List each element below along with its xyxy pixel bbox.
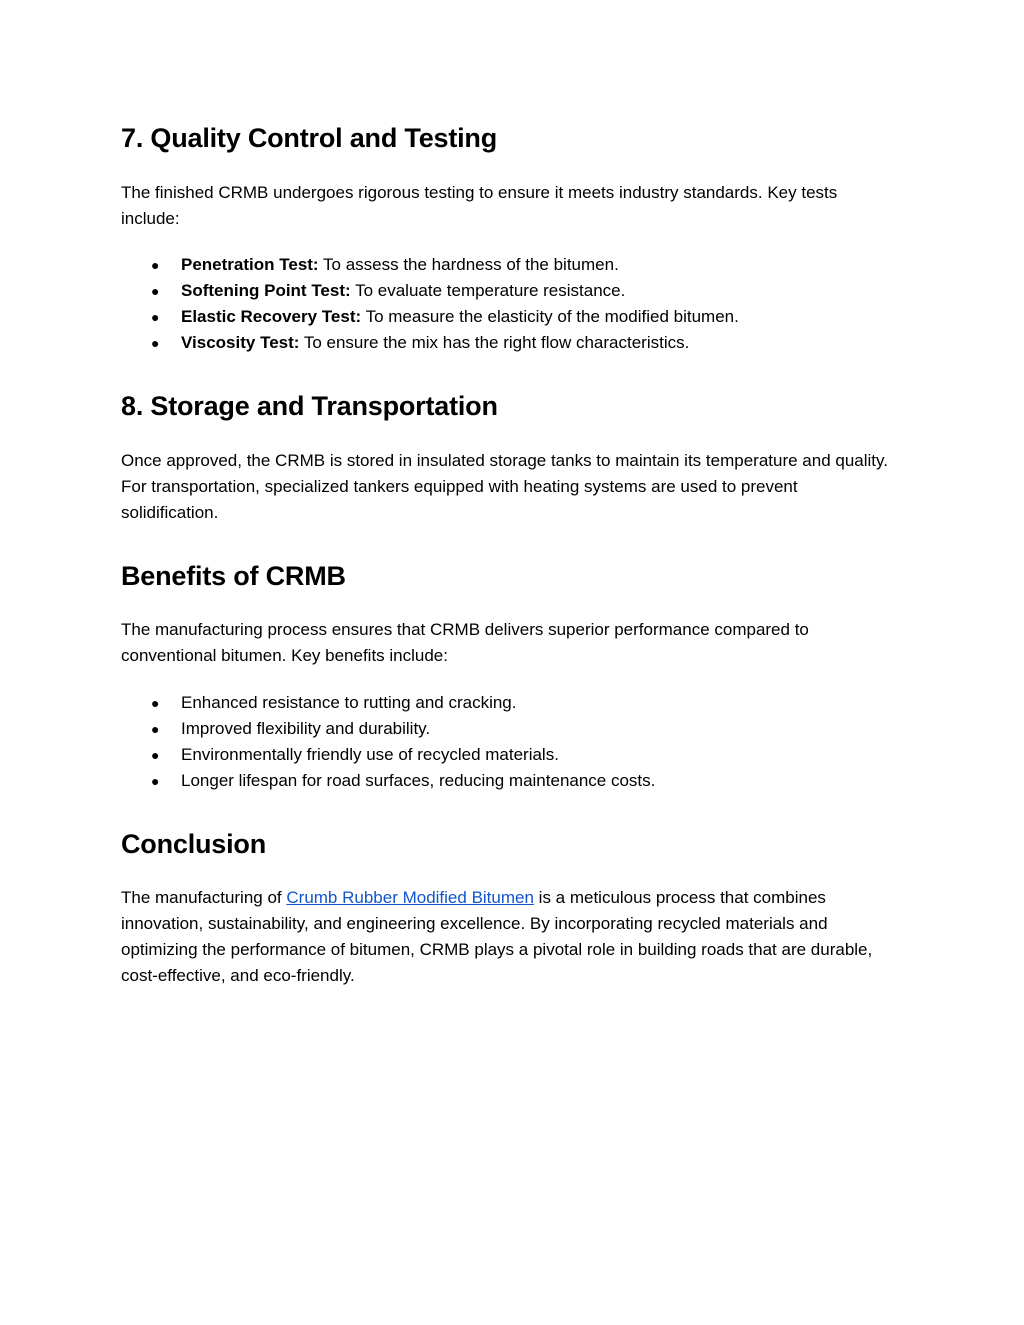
crmb-link[interactable]: Crumb Rubber Modified Bitumen [286, 888, 534, 907]
paragraph-storage-transportation: Once approved, the CRMB is stored in insulated storage tanks to maintain its temperature and quality. For transportation, specialized tankers equipped with heating systems are used to prevent solidification. [121, 451, 888, 522]
list-item-text: Improved flexibility and durability. [181, 719, 431, 738]
list-item-text: To ensure the mix has the right flow characteristics. [299, 333, 690, 352]
paragraph-benefits: The manufacturing process ensures that CRMB delivers superior performance compared to conventional bitumen. Key benefits include: [121, 620, 809, 665]
list-item-term: Softening Point Test: [181, 281, 351, 300]
bullet-icon: ● [151, 335, 160, 351]
list-item [121, 252, 901, 278]
paragraph-conclusion [121, 885, 896, 989]
list-item-text: Environmentally friendly use of recycled materials. [181, 745, 559, 764]
paragraph-quality-control: The finished CRMB undergoes rigorous testing to ensure it meets industry standards. Key tests include: [121, 183, 838, 228]
list-item [121, 278, 901, 304]
heading-benefits: Benefits of CRMB [121, 561, 346, 591]
bullet-icon: ● [151, 309, 160, 325]
bullet-icon: ● [151, 747, 160, 763]
list-item-text: Longer lifespan for road surfaces, reducing maintenance costs. [181, 771, 656, 790]
list-item [121, 716, 901, 742]
bullet-icon: ● [151, 721, 160, 737]
list-item [121, 742, 901, 768]
bullet-icon: ● [151, 257, 160, 273]
heading-quality-control: 7. Quality Control and Testing [121, 123, 498, 153]
list-item-term: Viscosity Test: [181, 333, 300, 352]
list-item-text: To measure the elasticity of the modified bitumen. [361, 307, 739, 326]
heading-conclusion: Conclusion [121, 829, 266, 859]
paragraph-text: The manufacturing of [121, 888, 287, 907]
heading-storage-transportation: 8. Storage and Transportation [121, 391, 498, 421]
list-item-term: Elastic Recovery Test: [181, 307, 362, 326]
list-item [121, 304, 901, 330]
list-item-text: Enhanced resistance to rutting and cracking. [181, 693, 517, 712]
bullet-icon: ● [151, 695, 160, 711]
paragraph-text: is a meticulous process that combines innovation, sustainability, and engineering excellence. By incorporating recycled materials and optimizing the performance of bitumen, CRMB plays a pivotal role in building roads that are durable, cost-effective, and eco-friendly. [121, 888, 873, 985]
list-benefits [121, 690, 901, 794]
bullet-icon: ● [151, 283, 160, 299]
list-quality-tests [121, 252, 901, 356]
list-item [121, 690, 901, 716]
list-item [121, 768, 901, 794]
list-item [121, 330, 901, 356]
bullet-icon: ● [151, 773, 160, 789]
list-item-text: To assess the hardness of the bitumen. [318, 255, 619, 274]
list-item-term: Penetration Test: [181, 255, 319, 274]
list-item-text: To evaluate temperature resistance. [350, 281, 626, 300]
